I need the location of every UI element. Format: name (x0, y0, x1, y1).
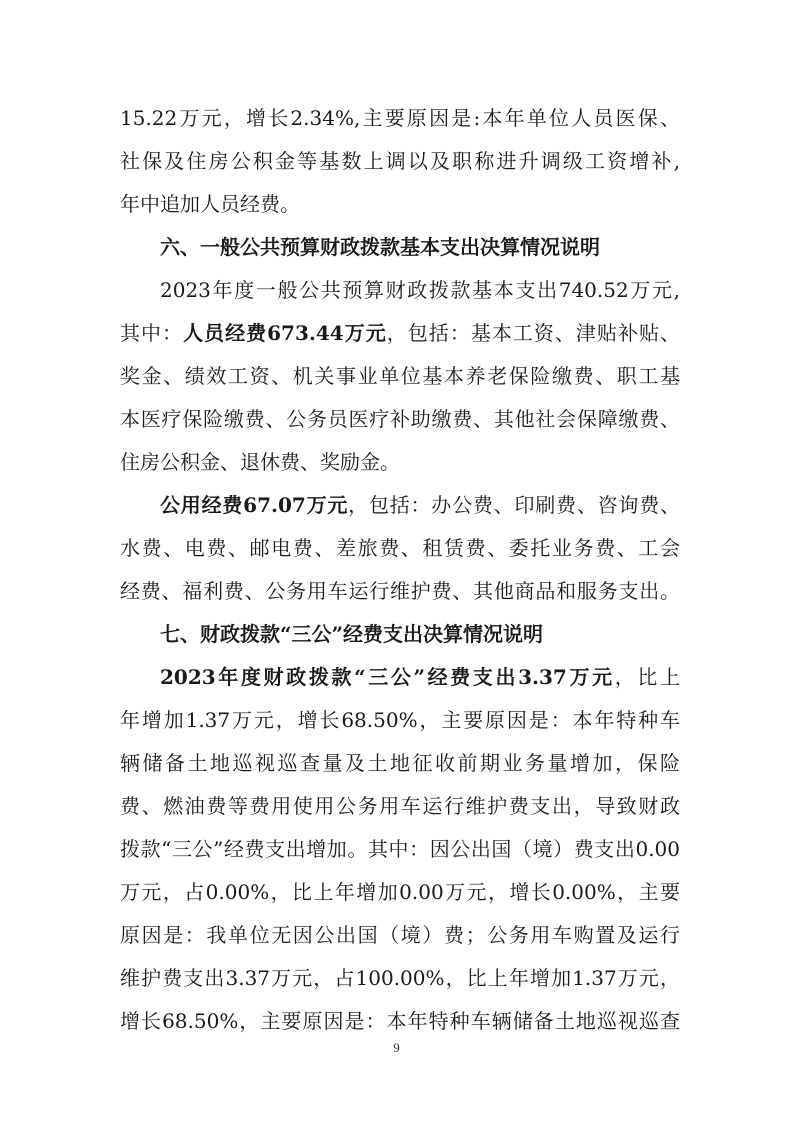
text-line: 社保及住房公积金等基数上调以及职称进升调级工资增补, (120, 149, 680, 173)
text-line: 维护费支出3.37万元，占100.00%，比上年增加1.37万元， (120, 966, 680, 990)
text-line: 万元，占0.00%，比上年增加0.00万元，增长0.00%，主要 (120, 880, 680, 904)
text-line: 增长68.50%，主要原因是：本年特种车辆储备土地巡视巡查 (120, 1009, 680, 1033)
text-line: 奖金、绩效工资、机关事业单位基本养老保险缴费、职工基 (120, 364, 680, 388)
text-line: 15.22万元，增长2.34%,主要原因是:本年单位人员医保、 (120, 106, 680, 130)
text-segment: ，包括：基本工资、津贴补贴、 (386, 321, 681, 345)
text-segment: 其中： (120, 321, 184, 345)
text-line (160, 657, 680, 697)
text-line: 水费、电费、邮电费、差旅费、租赁费、委托业务费、工会 (120, 536, 680, 560)
text-line: 原因是：我单位无因公出国（境）费；公务用车购置及运行 (120, 923, 680, 947)
text-line: 辆储备土地巡视巡查量及土地征收前期业务量增加，保险 (120, 751, 680, 775)
text-line: 2023年度一般公共预算财政拨款基本支出740.52万元, (160, 278, 680, 302)
text-line (160, 485, 680, 525)
text-line: 年增加1.37万元，增长68.50%，主要原因是：本年特种车 (120, 708, 680, 732)
text-segment: ，比上 (614, 665, 680, 689)
text-segment: ，包括：办公费、印刷费、咨询费、 (348, 493, 680, 517)
text-line: 费、燃油费等费用使用公务用车运行维护费支出，导致财政 (120, 794, 680, 818)
text-line (120, 313, 680, 353)
bold-text-segment: 2023年度财政拨款“三公”经费支出3.37万元 (160, 665, 615, 689)
section-heading: 六、一般公共预算财政拨款基本支出决算情况说明 (160, 235, 600, 259)
text-line: 年中追加人员经费。 (120, 192, 300, 216)
text-line: 经费、福利费、公务用车运行维护费、其他商品和服务支出。 (120, 579, 680, 603)
bold-text-segment: 人员经费673.44万元 (183, 321, 387, 345)
text-line: 本医疗保险缴费、公务员医疗补助缴费、其他社会保障缴费、 (120, 407, 680, 431)
section-heading: 七、财政拨款“三公”经费支出决算情况说明 (160, 622, 544, 646)
bold-text-segment: 公用经费67.07万元 (160, 493, 349, 517)
page-number: 9 (393, 1040, 400, 1055)
text-line: 住房公积金、退休费、奖励金。 (120, 450, 400, 474)
text-line: 拨款“三公”经费支出增加。其中：因公出国（境）费支出0.00 (120, 837, 680, 861)
